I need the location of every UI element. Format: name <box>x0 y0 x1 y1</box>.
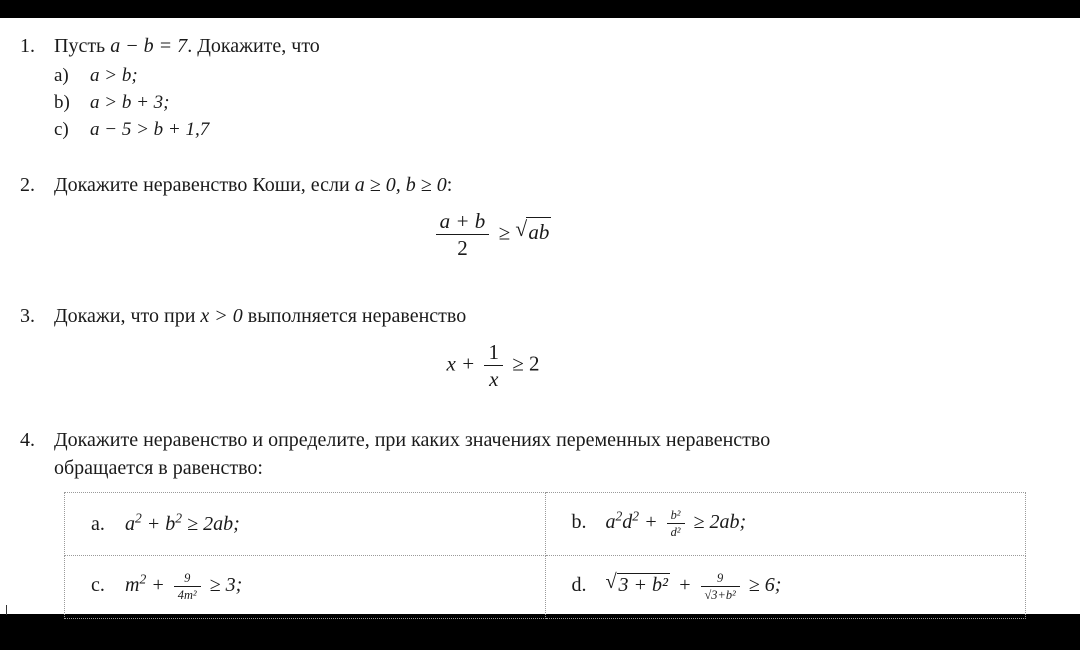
task-3-fraction-numerator: 1 <box>484 340 503 366</box>
task-3-formula <box>54 340 1052 391</box>
task-1 <box>12 32 1052 143</box>
task-3-right: 2 <box>529 351 540 376</box>
task-1-subitem-b <box>54 89 1052 116</box>
b-frac-bot: d² <box>670 525 681 540</box>
task-2-relation: ≥ <box>498 220 511 245</box>
table-row <box>65 492 1026 555</box>
table-cell-a <box>65 492 546 555</box>
task-4-stem-line1: Докажите неравенство и определите, при каких значениях переменных неравенство <box>54 428 771 451</box>
task-2-formula <box>54 209 1052 260</box>
task-3-body <box>54 302 1052 391</box>
document-body <box>0 18 1080 619</box>
a-exp2: 2 <box>175 510 183 526</box>
c-rel: ≥ 3; <box>204 574 243 597</box>
c-exp1: 2 <box>139 571 147 587</box>
task-1-subitem-a <box>54 62 1052 89</box>
task-1-subitem-a-label: a) <box>54 65 69 86</box>
d-plus: + <box>673 574 697 597</box>
table-cell-c <box>65 555 546 618</box>
d-fraction <box>701 571 740 603</box>
d-frac-bot: √3+b² <box>704 588 736 603</box>
task-2-stem-pre: Докажите неравенство Коши, если <box>54 174 355 196</box>
task-4-body <box>54 426 1052 482</box>
task-4-table <box>64 492 1026 619</box>
task-1-subitem-c <box>54 116 1052 143</box>
document-page <box>0 18 1080 614</box>
spacer-2 <box>12 266 1052 302</box>
d-sqrt <box>606 572 674 597</box>
c-base1: m <box>125 574 140 597</box>
task-4 <box>12 426 1052 482</box>
task-2-fraction-denominator: 2 <box>457 236 468 261</box>
task-1-subitems <box>54 62 1052 143</box>
task-3 <box>12 302 1052 391</box>
table-cell-a-label: a. <box>91 513 105 536</box>
table-row <box>65 555 1026 618</box>
task-1-subitem-c-label: c) <box>54 119 69 140</box>
task-1-body <box>54 32 1052 143</box>
a-base2: b <box>165 513 176 536</box>
task-3-stem-post: выполняется неравенство <box>242 305 467 328</box>
spacer-1 <box>12 149 1052 171</box>
task-1-stem-math: a − b = 7 <box>110 35 188 57</box>
task-2-fraction-numerator: a + b <box>436 209 490 235</box>
task-2-sqrt <box>515 216 554 246</box>
d-rel: ≥ 6; <box>743 574 782 597</box>
task-3-relation: ≥ <box>512 351 524 376</box>
b-frac-top: b² <box>667 508 685 524</box>
task-4-stem-line2: обращается в равенство: <box>54 456 263 479</box>
b-rel: ≥ 2ab; <box>688 511 747 534</box>
a-plus: + <box>141 513 166 536</box>
task-2-number: 2. <box>20 174 35 196</box>
task-3-number: 3. <box>20 305 35 328</box>
task-1-subitem-a-expr: a > b; <box>90 65 138 86</box>
table-cell-d-label: d. <box>571 574 587 597</box>
task-3-stem <box>54 302 1052 330</box>
c-plus: + <box>146 574 170 597</box>
d-frac-top: 9 <box>701 571 740 587</box>
table-cell-c-expr <box>125 570 243 603</box>
page-edge-tick <box>6 605 15 615</box>
table-cell-d-expr <box>606 570 782 603</box>
task-2-fraction <box>436 209 490 260</box>
table-cell-c-label: c. <box>91 574 105 597</box>
table-cell-b-expr <box>605 507 747 540</box>
b-fraction <box>667 508 685 540</box>
task-3-lead: x + <box>446 351 476 376</box>
task-3-stem-pre: Докажи, что при <box>54 305 201 328</box>
b-exp1: 2 <box>615 508 623 524</box>
task-2-radicand: ab <box>526 217 551 246</box>
b-exp2: 2 <box>632 508 640 524</box>
table-cell-b-label: b. <box>571 511 587 534</box>
task-1-stem-post: . Докажите, что <box>187 35 320 57</box>
task-1-stem <box>54 32 1052 60</box>
d-radicand: 3 + b² <box>618 574 668 597</box>
task-1-stem-pre: Пусть <box>54 35 111 57</box>
b-base2: d <box>622 511 633 534</box>
c-frac-top: 9 <box>174 571 201 587</box>
task-1-subitem-b-label: b) <box>54 92 70 113</box>
task-3-fraction-denominator: x <box>489 367 499 392</box>
task-2 <box>12 171 1052 260</box>
table-cell-a-expr <box>125 510 240 536</box>
a-base1: a <box>125 513 135 536</box>
b-plus: + <box>639 511 663 534</box>
task-1-subitem-c-expr: a − 5 > b + 1,7 <box>90 119 210 140</box>
b-base1: a <box>605 511 616 534</box>
task-1-subitem-b-expr: a > b + 3; <box>90 92 170 113</box>
task-1-number: 1. <box>20 35 35 57</box>
a-rel: ≥ 2ab; <box>182 513 240 536</box>
task-2-stem <box>54 171 1052 199</box>
task-4-number: 4. <box>20 428 35 451</box>
table-cell-b <box>545 492 1026 555</box>
c-fraction <box>174 571 201 603</box>
c-frac-bot: 4m² <box>177 588 197 603</box>
spacer-3 <box>12 398 1052 426</box>
task-3-stem-math: x > 0 <box>200 305 243 328</box>
task-3-fraction <box>484 340 503 391</box>
task-2-stem-post: : <box>446 174 453 196</box>
table-cell-d <box>545 555 1026 618</box>
task-2-body <box>54 171 1052 260</box>
a-exp1: 2 <box>135 510 142 526</box>
task-2-stem-math: a ≥ 0, b ≥ 0 <box>354 174 447 196</box>
